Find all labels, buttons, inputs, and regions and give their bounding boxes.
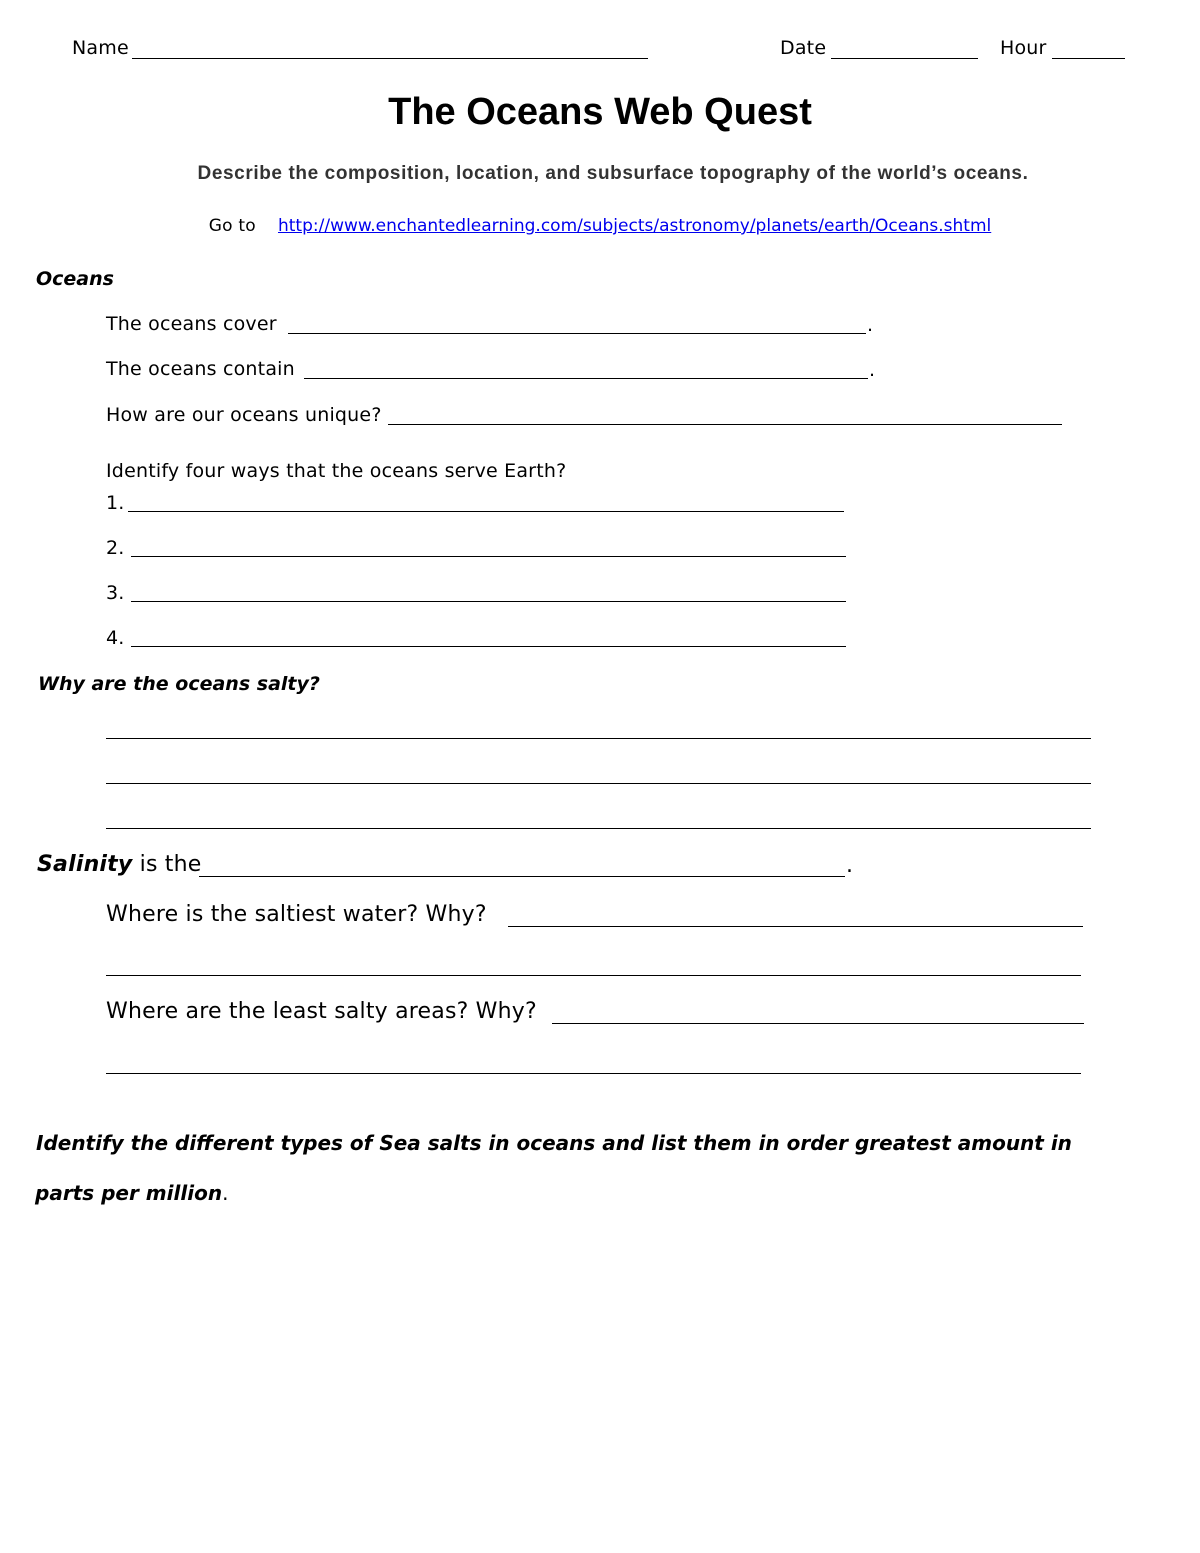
- oceans-cover-blank[interactable]: [288, 333, 866, 334]
- serve-blank-1[interactable]: [128, 511, 844, 512]
- saltiest-water-blank[interactable]: [508, 926, 1083, 927]
- serve-blank-2[interactable]: [131, 556, 846, 557]
- oceans-contain-period: .: [869, 359, 876, 381]
- oceans-cover-prompt: The oceans cover: [106, 313, 277, 335]
- salty-heading: Why are the oceans salty?: [38, 673, 320, 695]
- serve-number-2: 2.: [106, 537, 125, 559]
- salinity-blank[interactable]: [199, 876, 845, 877]
- page-subtitle: Describe the composition, location, and subsurface topography of the world’s oceans.: [197, 163, 1029, 184]
- hour-label: Hour: [1000, 37, 1047, 59]
- page-title: The Oceans Web Quest: [388, 91, 812, 133]
- least-salty-line-2[interactable]: [106, 1073, 1081, 1074]
- serve-prompt: Identify four ways that the oceans serve Earth?: [106, 460, 567, 482]
- oceans-cover-period: .: [867, 314, 874, 336]
- salty-answer-line-3[interactable]: [106, 828, 1091, 829]
- saltiest-water-prompt: Where is the saltiest water? Why?: [106, 902, 487, 927]
- sea-salts-text: parts per million: [35, 1181, 223, 1205]
- saltiest-water-line-2[interactable]: [106, 975, 1081, 976]
- oceans-unique-prompt: How are our oceans unique?: [106, 404, 382, 426]
- serve-blank-3[interactable]: [131, 601, 846, 602]
- date-field[interactable]: [831, 58, 978, 59]
- oceans-contain-prompt: The oceans contain: [106, 358, 295, 380]
- least-salty-prompt: Where are the least salty areas? Why?: [106, 999, 537, 1024]
- oceans-heading: Oceans: [36, 268, 114, 290]
- serve-number-1: 1.: [106, 492, 125, 514]
- sea-salts-prompt-line-1: Identify the different types of Sea salts in oceans and list them in order greatest amount in: [36, 1131, 1072, 1155]
- serve-blank-4[interactable]: [131, 646, 846, 647]
- salinity-prompt: [37, 852, 202, 877]
- least-salty-blank[interactable]: [552, 1023, 1084, 1024]
- name-field[interactable]: [132, 58, 648, 59]
- date-label: Date: [780, 37, 827, 59]
- salinity-period: .: [846, 853, 854, 878]
- goto-label: Go to: [208, 216, 256, 236]
- salinity-rest: is the: [132, 852, 202, 877]
- oceans-contain-blank[interactable]: [304, 378, 868, 379]
- oceans-unique-blank[interactable]: [388, 424, 1062, 425]
- serve-number-4: 4.: [106, 627, 125, 649]
- name-label: Name: [72, 37, 129, 59]
- enchanted-learning-link[interactable]: http://www.enchantedlearning.com/subjects/astronomy/planets/earth/Oceans.shtml: [277, 216, 992, 236]
- goto-row: [0, 216, 1200, 236]
- serve-number-3: 3.: [106, 582, 125, 604]
- salinity-term: Salinity: [37, 852, 133, 877]
- salty-answer-line-1[interactable]: [106, 738, 1091, 739]
- hour-field[interactable]: [1052, 58, 1125, 59]
- sea-salts-prompt-line-2: [35, 1181, 228, 1205]
- salty-answer-line-2[interactable]: [106, 783, 1091, 784]
- sea-salts-period: .: [222, 1181, 229, 1205]
